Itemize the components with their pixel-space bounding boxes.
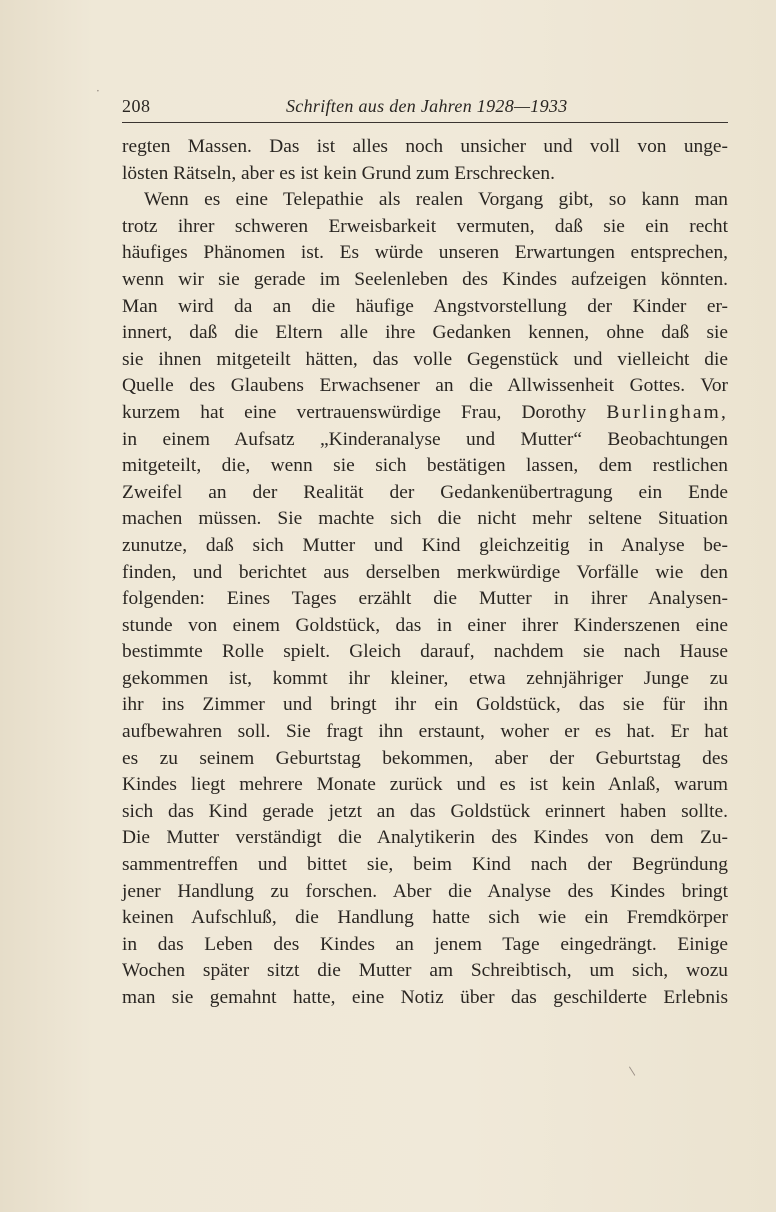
text-line-5: häufiges Phänomen ist. Es würde unseren Erwartungen entsprechen, xyxy=(122,242,728,264)
header-rule xyxy=(122,122,728,123)
running-title: Schriften aus den Jahren 1928—1933 xyxy=(286,96,568,116)
text-line-22: ihr ins Zimmer und bringt ihr ein Goldstück, das sie für ihn xyxy=(122,694,728,716)
text-line-13: mitgeteilt, die, wenn sie sich bestätigen lassen, dem restlichen xyxy=(122,455,728,477)
text-line-24: es zu seinem Geburtstag bekommen, aber der Geburtstag des xyxy=(122,747,728,769)
text-line-30: keinen Aufschluß, die Handlung hatte sich wie ein Fremdkörper xyxy=(122,907,728,929)
text-line-1: regten Massen. Das ist alles noch unsicher und voll von unge- xyxy=(122,136,728,157)
text-line-11 xyxy=(122,400,728,427)
page-number: 208 xyxy=(122,96,151,116)
author-name-spaced: Burlingham, xyxy=(606,401,728,423)
text-line-6: wenn wir sie gerade im Seelenleben des Kindes aufzeigen könnten. xyxy=(122,268,728,290)
text-line-10: Quelle des Glaubens Erwachsener an die Allwissenheit Gottes. Vor xyxy=(122,375,728,397)
text-line-25: Kindes liegt mehrere Monate zurück und es ist kein Anlaß, warum xyxy=(122,774,728,796)
text-line-8: innert, daß die Eltern alle ihre Gedanken kennen, ohne daß sie xyxy=(122,322,728,344)
paper-speck-mark: · xyxy=(96,84,100,98)
text-line-7: Man wird da an die häufige Angstvorstellung der Kinder er- xyxy=(122,295,728,317)
text-line-2: lösten Rätseln, aber es ist kein Grund zum Erschrecken. xyxy=(122,162,555,184)
text-line-12: in einem Aufsatz „Kinderanalyse und Mutter“ Beobachtungen xyxy=(122,428,728,450)
text-line-3: Wenn es eine Telepathie als realen Vorgang gibt, so kann man xyxy=(144,189,728,211)
running-header xyxy=(122,96,728,120)
text-line-27: Die Mutter verständigt die Analytikerin des Kindes von dem Zu- xyxy=(122,827,728,849)
text-line-19: stunde von einem Goldstück, das in einer ihrer Kinderszenen eine xyxy=(122,614,728,636)
text-line-14: Zweifel an der Realität der Gedankenübertragung ein Ende xyxy=(122,481,728,503)
text-line-18: folgenden: Eines Tages erzählt die Mutter in ihrer Analysen- xyxy=(122,588,728,610)
text-line-23: aufbewahren soll. Sie fragt ihn erstaunt, woher er es hat. Er hat xyxy=(122,721,728,743)
text-line-31: in das Leben des Kindes an jenem Tage eingedrängt. Einige xyxy=(122,933,728,955)
text-line-26: sich das Kind gerade jetzt an das Goldstück erinnert haben sollte. xyxy=(122,800,728,822)
text-line-11-start: kurzem hat eine vertrauenswürdige Frau, Dorothy xyxy=(122,401,607,423)
text-line-4: trotz ihrer schweren Erweisbarkeit vermuten, daß sie ein recht xyxy=(122,215,728,237)
body-text xyxy=(122,134,728,1012)
text-line-29: jener Handlung zu forschen. Aber die Analyse des Kindes bringt xyxy=(122,880,728,902)
text-line-21: gekommen ist, kommt ihr kleiner, etwa zehnjähriger Junge zu xyxy=(122,667,728,689)
text-line-20: bestimmte Rolle spielt. Gleich darauf, nachdem sie nach Hause xyxy=(122,641,728,663)
text-line-28: sammentreffen und bittet sie, beim Kind nach der Begründung xyxy=(122,854,728,876)
text-line-32: Wochen später sitzt die Mutter am Schreibtisch, um sich, wozu xyxy=(122,960,728,982)
text-line-17: finden, und berichtet aus derselben merkwürdige Vorfälle wie den xyxy=(122,561,728,583)
text-line-33: man sie gemahnt hatte, eine Notiz über das geschilderte Erlebnis xyxy=(122,987,728,1008)
text-line-15: machen müssen. Sie machte sich die nicht mehr seltene Situation xyxy=(122,508,728,530)
pencil-stroke-mark: / xyxy=(625,1064,639,1078)
text-line-9: sie ihnen mitgeteilt hätten, das volle Gegenstück und vielleicht die xyxy=(122,348,728,370)
text-line-16: zunutze, daß sich Mutter und Kind gleichzeitig in Analyse be- xyxy=(122,534,728,556)
